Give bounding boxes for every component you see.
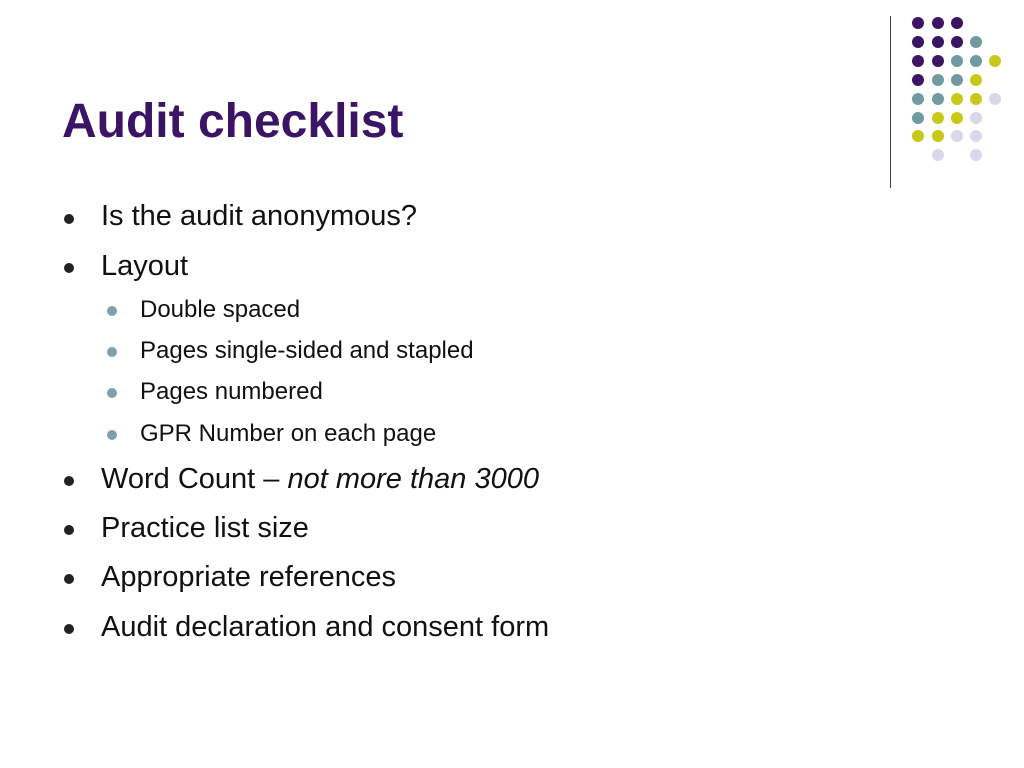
dot — [951, 93, 963, 105]
dot — [932, 149, 944, 161]
dot — [970, 74, 982, 86]
dot — [932, 74, 944, 86]
dot — [951, 74, 963, 86]
bullet-dot-icon — [64, 214, 74, 224]
dot — [970, 112, 982, 124]
dot — [970, 149, 982, 161]
bullet-item-word-count — [101, 461, 539, 497]
dot — [932, 112, 944, 124]
bullet-item: Audit declaration and consent form — [101, 611, 550, 643]
dot — [970, 55, 982, 67]
dot — [970, 130, 982, 142]
dot — [970, 36, 982, 48]
sub-bullet-item: GPR Number on each page — [140, 420, 437, 447]
dot — [951, 55, 963, 67]
bullet-item-emphasis: not more than 3000 — [287, 463, 539, 495]
bullet-dot-icon — [64, 263, 74, 273]
bullet-item-text: Word Count – — [101, 463, 288, 495]
vertical-divider — [890, 16, 891, 188]
dot — [912, 17, 924, 29]
dot — [932, 17, 944, 29]
bullet-item: Appropriate references — [101, 561, 396, 593]
dot — [951, 36, 963, 48]
sub-bullet-dot-icon — [107, 388, 117, 398]
bullet-dot-icon — [64, 525, 74, 535]
dot — [932, 130, 944, 142]
sub-bullet-dot-icon — [107, 430, 117, 440]
sub-bullet-dot-icon — [107, 306, 117, 316]
bullet-item: Practice list size — [101, 512, 309, 544]
bullet-item: Is the audit anonymous? — [101, 200, 417, 232]
dot — [932, 55, 944, 67]
dot — [989, 93, 1001, 105]
dot — [932, 93, 944, 105]
dot — [912, 130, 924, 142]
bullet-dot-icon — [64, 624, 74, 634]
dot — [951, 130, 963, 142]
bullet-item: Layout — [101, 250, 189, 282]
bullet-dot-icon — [64, 476, 74, 486]
sub-bullet-item: Pages single-sided and stapled — [140, 337, 474, 364]
dot — [970, 93, 982, 105]
dot — [989, 55, 1001, 67]
dot — [912, 74, 924, 86]
slide-title: Audit checklist — [62, 95, 404, 148]
dot — [932, 36, 944, 48]
dot — [951, 17, 963, 29]
bullet-dot-icon — [64, 574, 74, 584]
sub-bullet-item: Double spaced — [140, 296, 301, 323]
dot — [912, 93, 924, 105]
dot — [912, 112, 924, 124]
sub-bullet-item: Pages numbered — [140, 378, 323, 405]
sub-bullet-dot-icon — [107, 347, 117, 357]
dot — [951, 112, 963, 124]
dot — [912, 36, 924, 48]
dot — [912, 55, 924, 67]
